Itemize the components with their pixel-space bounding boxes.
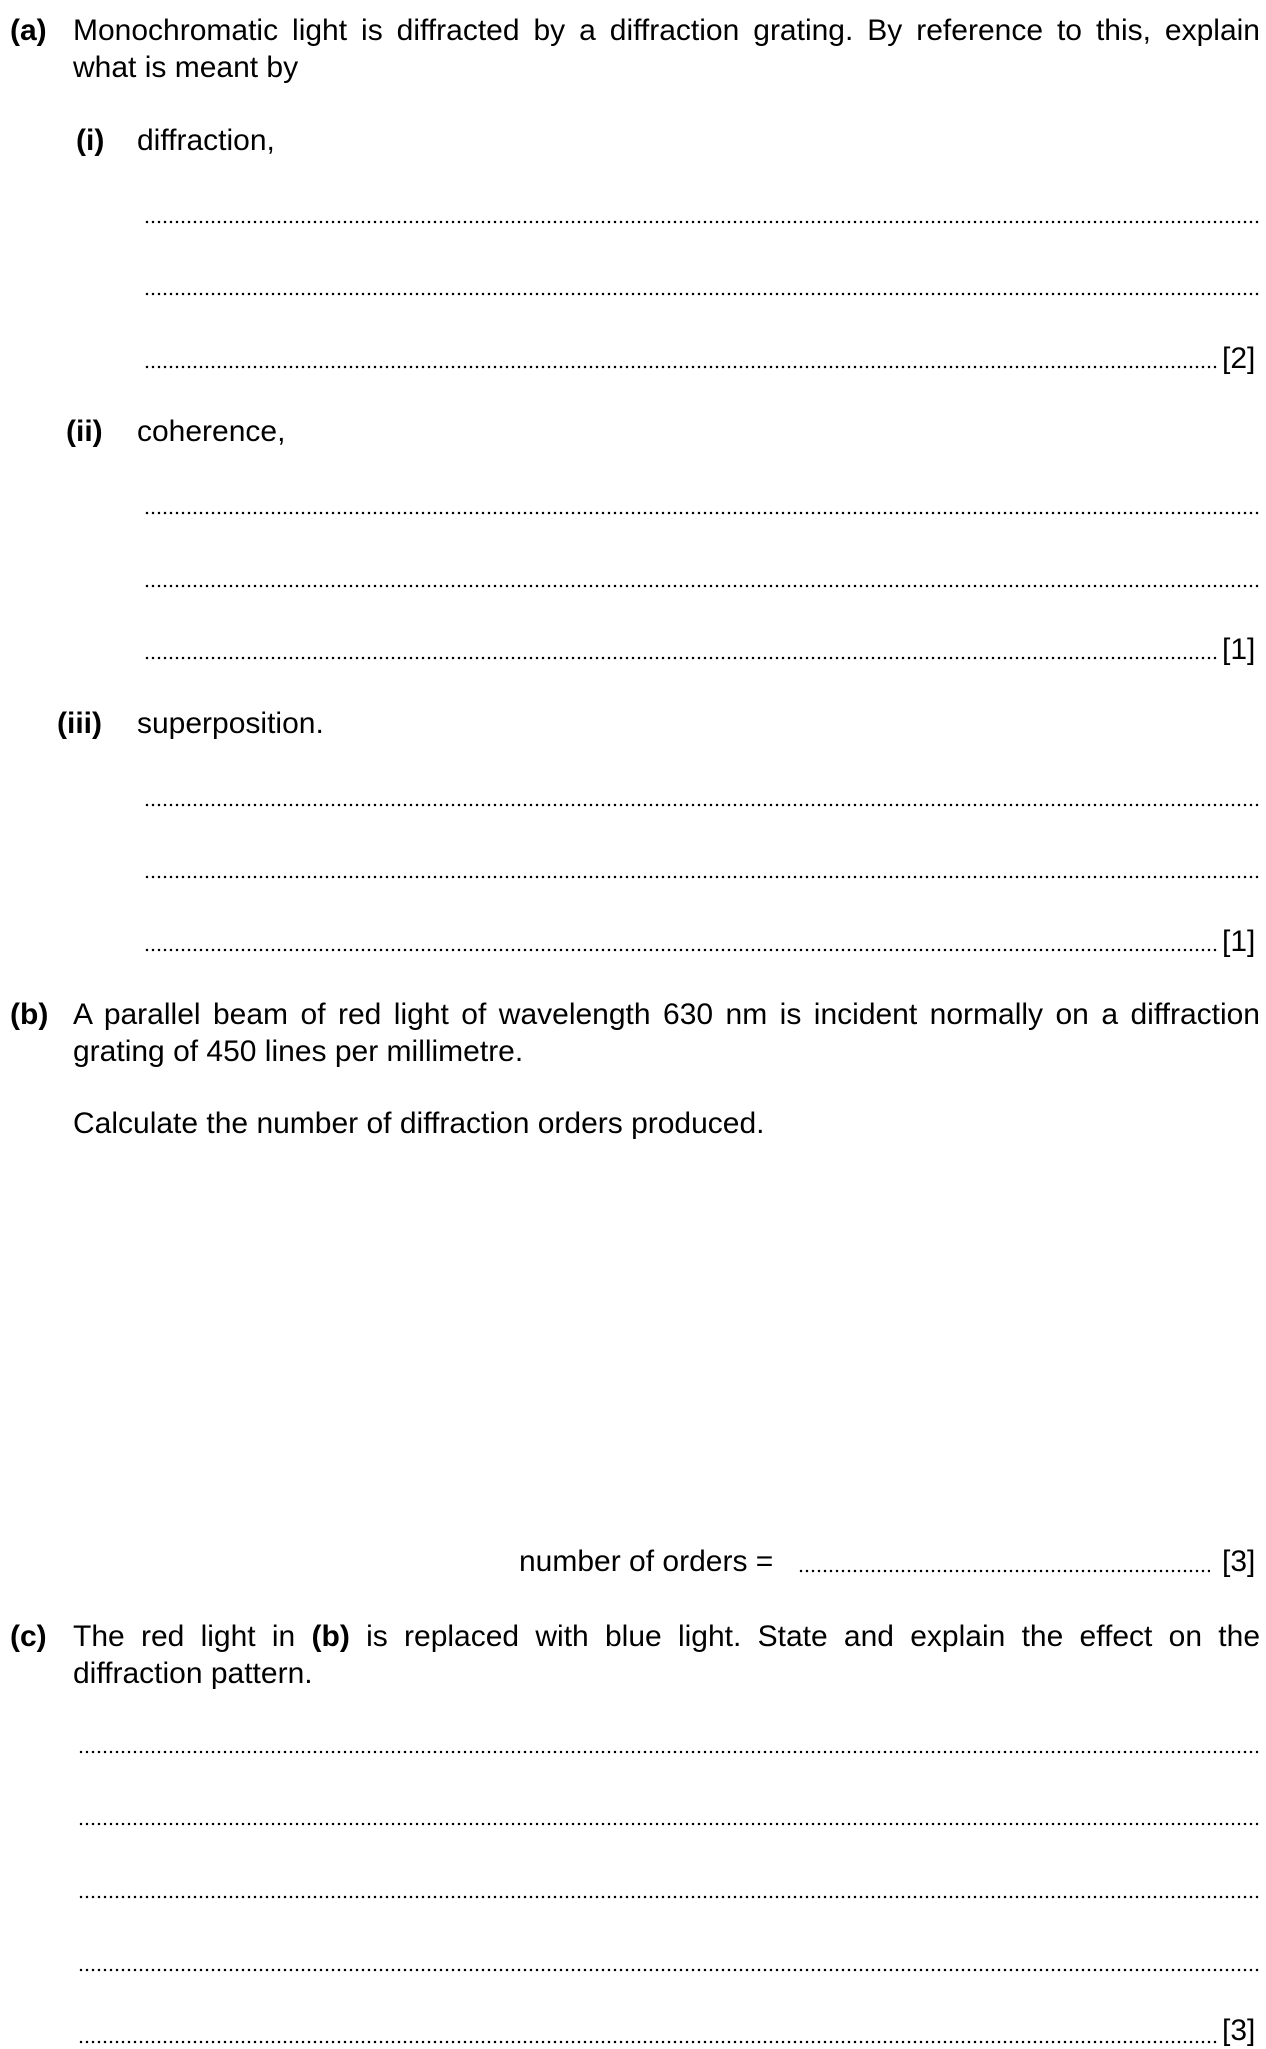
item-i-label: (i) [76,124,105,157]
answer-line[interactable] [144,220,1260,224]
answer-line[interactable] [78,1750,1260,1754]
part-c-question [73,1618,1260,1692]
part-c-label: (c) [10,1620,47,1653]
answer-line[interactable] [144,511,1260,515]
answer-line[interactable] [144,875,1260,879]
answer-line[interactable] [798,1569,1210,1573]
item-ii-term: coherence, [137,415,286,448]
answer-line[interactable] [144,292,1260,296]
answer-line[interactable] [144,948,1218,952]
answer-line[interactable] [78,2040,1218,2044]
answer-line[interactable] [78,1822,1260,1826]
part-c-question-suffix: is replaced with blue light. State and explain the effect on the diffraction pattern. [73,1620,1260,1690]
item-iii-term: superposition. [137,707,324,740]
part-a-label: (a) [10,14,47,47]
item-i-term: diffraction, [137,124,275,157]
marks-badge: [3] [1222,2014,1256,2047]
answer-label: number of orders = [519,1545,774,1578]
item-ii-label: (ii) [66,415,103,448]
item-iii-label: (iii) [57,707,102,740]
part-b-label: (b) [10,998,49,1031]
answer-line[interactable] [144,656,1218,660]
answer-line[interactable] [144,803,1260,807]
marks-badge: [1] [1222,633,1256,666]
answer-line[interactable] [144,365,1218,369]
part-c-question-prefix: The red light in [73,1620,312,1653]
marks-badge: [2] [1222,342,1256,375]
answer-line[interactable] [78,1968,1260,1972]
part-b-instruction: Calculate the number of diffraction orders produced. [73,1107,765,1140]
part-b-intro: A parallel beam of red light of wavelength 630 nm is incident normally on a diffraction grating of 450 lines per millimetre. [73,998,1260,1068]
part-c-question-ref: (b) [311,1620,350,1653]
marks-badge: [3] [1222,1545,1256,1578]
part-a-intro: Monochromatic light is diffracted by a diffraction grating. By reference to this, explain what is meant by [73,14,1260,84]
answer-line[interactable] [144,584,1260,588]
answer-line[interactable] [78,1895,1260,1899]
marks-badge: [1] [1222,925,1256,958]
